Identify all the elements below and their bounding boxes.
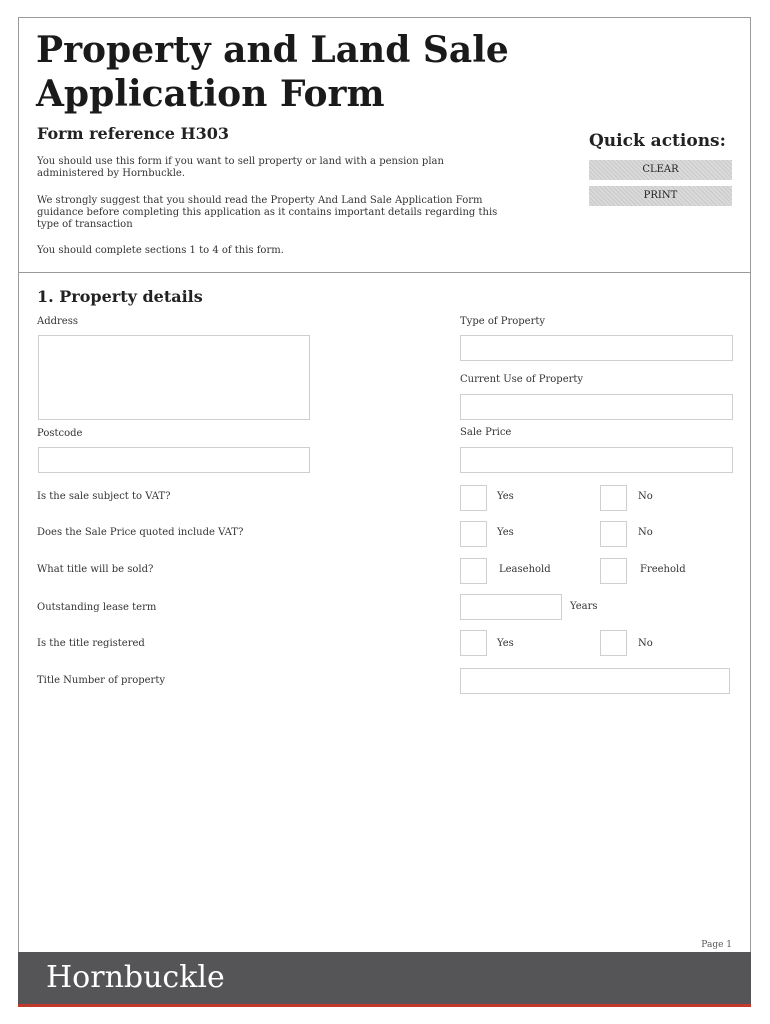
- vat-yes-label: Yes: [497, 491, 514, 502]
- section-divider: [18, 272, 751, 273]
- type-of-property-label: Type of Property: [460, 316, 546, 327]
- current-use-label: Current Use of Property: [460, 374, 584, 385]
- clear-button[interactable]: CLEAR: [589, 160, 732, 180]
- title-registered-yes-checkbox[interactable]: [460, 630, 487, 656]
- footer-bar: [18, 952, 751, 1005]
- freehold-checkbox[interactable]: [600, 558, 627, 584]
- lease-term-field[interactable]: [460, 594, 562, 620]
- freehold-label: Freehold: [640, 564, 686, 575]
- section-title-property-details: 1. Property details: [37, 287, 203, 306]
- intro-paragraph-3: You should complete sections 1 to 4 of this form.: [37, 245, 284, 256]
- include-vat-question-label: Does the Sale Price quoted include VAT?: [37, 527, 244, 538]
- page-number: Page 1: [701, 940, 732, 950]
- intro-paragraph-1: You should use this form if you want to sell property or land with a pension plan administered by Hornbuckle.: [37, 156, 444, 179]
- postcode-label: Postcode: [37, 428, 83, 439]
- quick-actions-title: Quick actions:: [589, 131, 726, 151]
- current-use-field[interactable]: [460, 394, 733, 420]
- include-vat-yes-checkbox[interactable]: [460, 521, 487, 547]
- title-registered-no-label: No: [638, 638, 653, 649]
- include-vat-no-checkbox[interactable]: [600, 521, 627, 547]
- brand-logo: Hornbuckle: [46, 960, 225, 995]
- vat-no-checkbox[interactable]: [600, 485, 627, 511]
- leasehold-checkbox[interactable]: [460, 558, 487, 584]
- vat-no-label: No: [638, 491, 653, 502]
- include-vat-no-label: No: [638, 527, 653, 538]
- title-number-label: Title Number of property: [37, 675, 166, 686]
- include-vat-yes-label: Yes: [497, 527, 514, 538]
- title-registered-no-checkbox[interactable]: [600, 630, 627, 656]
- page-title: Property and Land Sale Application Form: [36, 29, 509, 115]
- sale-price-field[interactable]: [460, 447, 733, 473]
- footer-accent-rule: [18, 1004, 751, 1007]
- lease-term-unit: Years: [570, 601, 598, 612]
- postcode-field[interactable]: [38, 447, 310, 473]
- vat-question-label: Is the sale subject to VAT?: [37, 491, 171, 502]
- type-of-property-field[interactable]: [460, 335, 733, 361]
- intro-paragraph-2: We strongly suggest that you should read the Property And Land Sale Application Form guidance before completing this application as it contains important details regarding this type of transaction: [37, 195, 498, 230]
- title-registered-yes-label: Yes: [497, 638, 514, 649]
- title-registered-label: Is the title registered: [37, 638, 145, 649]
- title-sold-question-label: What title will be sold?: [37, 564, 154, 575]
- address-field[interactable]: [38, 335, 310, 420]
- title-number-field[interactable]: [460, 668, 730, 694]
- lease-term-label: Outstanding lease term: [37, 602, 157, 613]
- vat-yes-checkbox[interactable]: [460, 485, 487, 511]
- sale-price-label: Sale Price: [460, 427, 512, 438]
- leasehold-label: Leasehold: [499, 564, 551, 575]
- address-label: Address: [37, 316, 78, 327]
- form-reference: Form reference H303: [37, 124, 230, 143]
- print-button[interactable]: PRINT: [589, 186, 732, 206]
